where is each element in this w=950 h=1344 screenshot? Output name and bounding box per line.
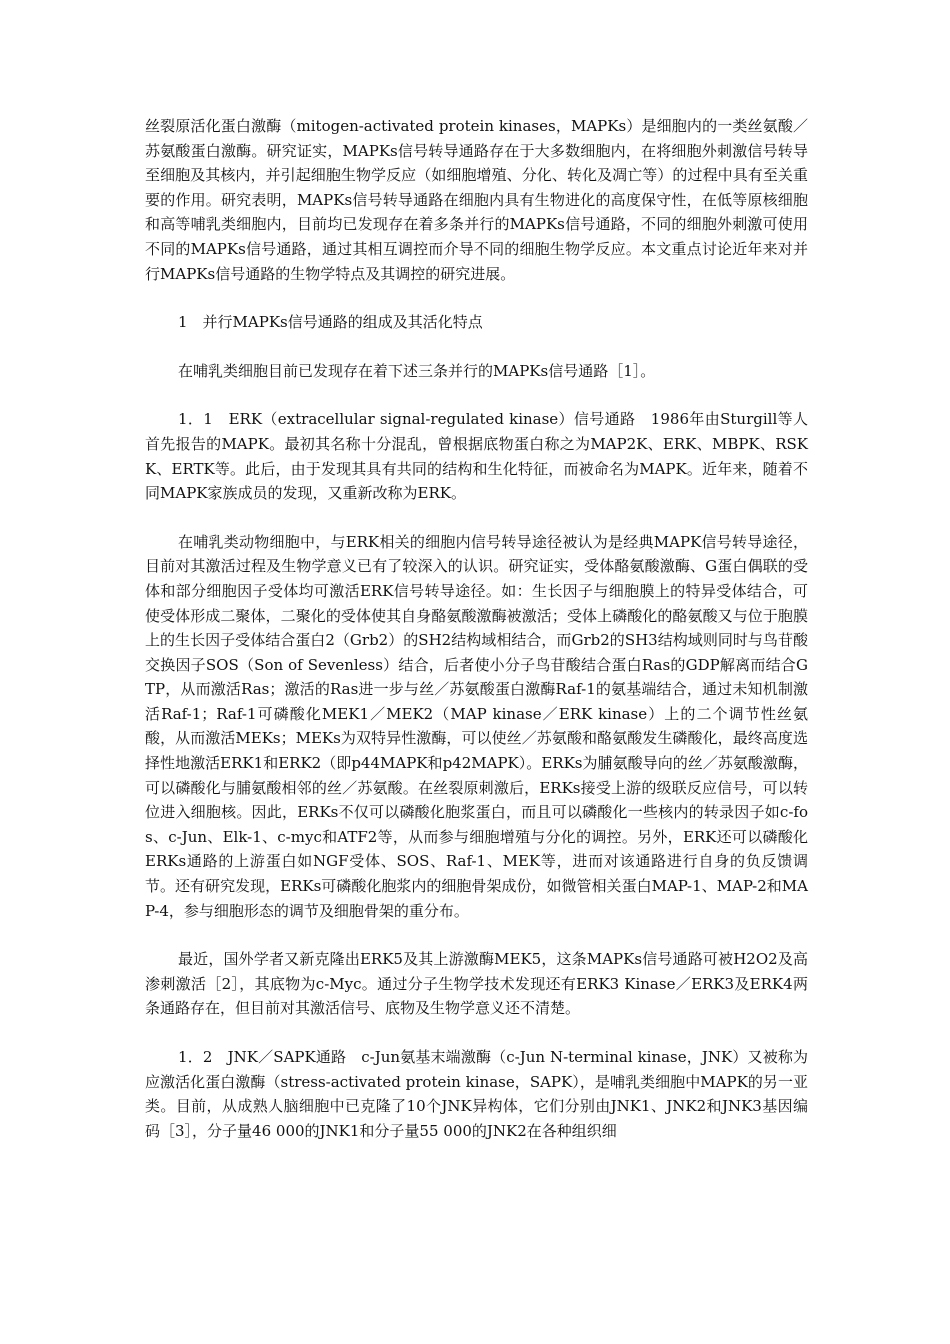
abstract-paragraph: 丝裂原活化蛋白激酶（mitogen-activated protein kinases，MAPKs）是细胞内的一类丝氨酸／苏氨酸蛋白激酶。研究证实，MAPKs信号转导通路存在于大多数细胞内，在将细胞外刺激信号转导至细胞及其核内，并引起细胞生物学反应（如细胞增殖、分化、转化及凋亡等）的过程中具有至关重要的作用。研究表明，MAPKs信号转导通路在细胞内具有生物进化的高度保守性，在低等原核细胞和高等哺乳类细胞内，目前均已发现存在着多条并行的MAPKs信号通路，不同的细胞外刺激可使用不同的MAPKs信号通路，通过其相互调控而介导不同的细胞生物学反应。本文重点讨论近年来对并行MAPKs信号通路的生物学特点及其调控的研究进展。: [145, 117, 808, 283]
section-heading: 1 并行MAPKs信号通路的组成及其活化特点: [178, 313, 483, 332]
erk5-paragraph: 最近，国外学者又新克隆出ERK5及其上游激酶MEK5，这条MAPKs信号通路可被H2O2及高渗刺激活［2］，其底物为c-Myc。通过分子生物学技术发现还有ERK3 Kinase／ERK3及ERK4两条通路存在，但目前对其激活信号、底物及生物学意义还不清楚。: [145, 950, 808, 1018]
erk-pathway-paragraph: 在哺乳类动物细胞中，与ERK相关的细胞内信号转导途径被认为是经典MAPK信号转导途径，目前对其激活过程及生物学意义已有了较深入的认识。研究证实，受体酪氨酸激酶、G蛋白偶联的受体和部分细胞因子受体均可激活ERK信号转导途径。如：生长因子与细胞膜上的特异受体结合，可使受体形成二聚体，二聚化的受体使其自身酪氨酸激酶被激活；受体上磷酸化的酪氨酸又与位于胞膜上的生长因子受体结合蛋白2（Grb2）的SH2结构域相结合，而Grb2的SH3结构域则同时与鸟苷酸交换因子SOS（Son of Sevenless）结合，后者使小分子鸟苷酸结合蛋白Ras的GDP解离而结合GTP，从而激活Ras；激活的Ras进一步与丝／苏氨酸蛋白激酶Raf-1的氨基端结合，通过未知机制激活Raf-1；Raf-1可磷酸化MEK1／MEK2（MAP kinase／ERK kinase）上的二个调节性丝氨酸，从而激活MEKs；MEKs为双特异性激酶，可以使丝／苏氨酸和酪氨酸发生磷酸化，最终高度选择性地激活ERK1和ERK2（即p44MAPK和p42MAPK）。ERKs为脯氨酸导向的丝／苏氨酸激酶，可以磷酸化与脯氨酸相邻的丝／苏氨酸。在丝裂原刺激后，ERKs接受上游的级联反应信号，可以转位进入细胞核。因此，ERKs不仅可以磷酸化胞浆蛋白，而且可以磷酸化一些核内的转录因子如c-fos、c-Jun、Elk-1、c-myc和ATF2等，从而参与细胞增殖与分化的调控。另外，ERK还可以磷酸化ERKs通路的上游蛋白如NGF受体、SOS、Raf-1、MEK等，进而对该通路进行自身的负反馈调节。还有研究发现，ERKs可磷酸化胞浆内的细胞骨架成份，如微管相关蛋白MAP-1、MAP-2和MAP-4，参与细胞形态的调节及细胞骨架的重分布。: [145, 532, 808, 920]
intro-paragraph: 在哺乳类细胞目前已发现存在着下述三条并行的MAPKs信号通路［1］。: [178, 361, 656, 380]
jnk-section-paragraph: 1．2 JNK／SAPK通路 c-Jun氨基末端激酶（c-Jun N-terminal kinase，JNK）又被称为应激活化蛋白激酶（stress-activated protein kinase，SAPK），是哺乳类细胞中MAPK的另一亚类。目前，从成熟人脑细胞中已克隆了10个JNK异构体，它们分别由JNK1、JNK2和JNK3基因编码［3］，分子量46 000的JNK1和分子量55 000的JNK2在各种组织细: [145, 1048, 808, 1140]
document-page: [145, 114, 808, 1167]
erk-section-paragraph: 1．1 ERK（extracellular signal-regulated kinase）信号通路 1986年由Sturgill等人首先报告的MAPK。最初其名称十分混乱，曾根据底物蛋白称之为MAP2K、ERK、MBPK、RSKK、ERTK等。此后，由于发现其具有共同的结构和生化特征，而被命名为MAPK。近年来，随着不同MAPK家族成员的发现，又重新改称为ERK。: [145, 410, 808, 503]
